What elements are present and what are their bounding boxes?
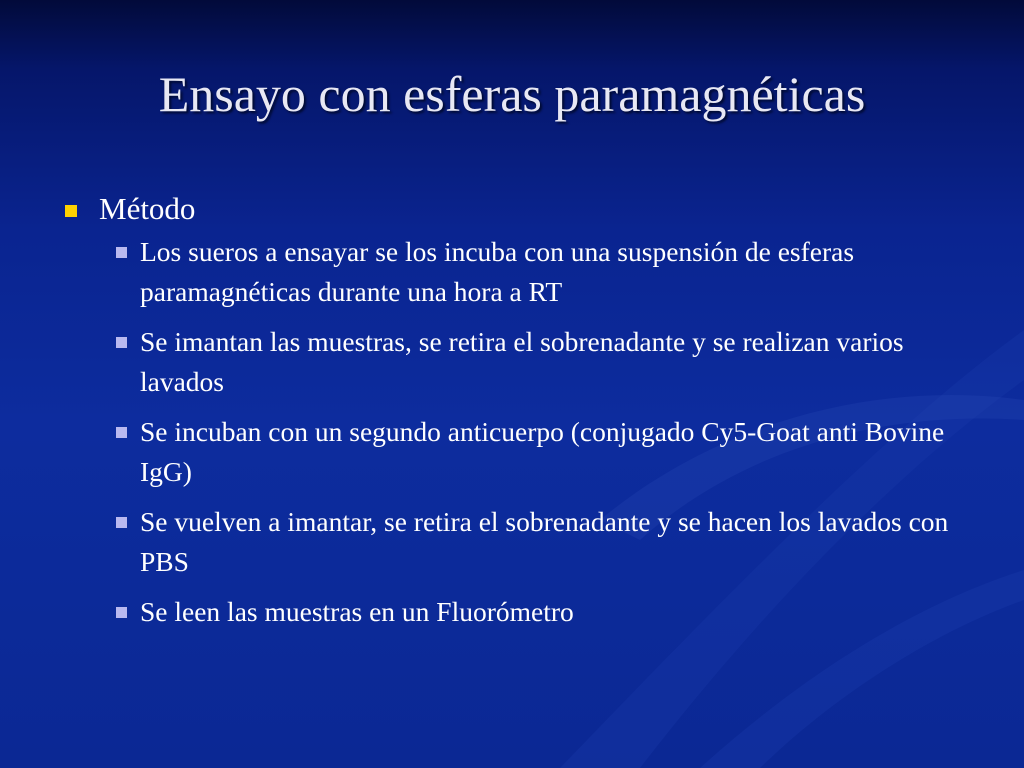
method-steps-list [116,232,980,632]
square-bullet-icon [116,247,127,258]
square-bullet-icon [65,205,77,217]
list-item-text: Se imantan las muestras, se retira el sobrenadante y se realizan varios lavados [140,326,904,397]
square-bullet-icon [116,517,127,528]
list-item-text: Se vuelven a imantar, se retira el sobrenadante y se hacen los lavados con PBS [140,506,949,577]
list-item [116,232,980,312]
list-item-text: Los sueros a ensayar se los incuba con una suspensión de esferas paramagnéticas durante una hora a RT [140,236,855,307]
list-item-text: Se incuban con un segundo anticuerpo (conjugado Cy5-Goat anti Bovine IgG) [140,416,945,487]
list-item [116,592,980,632]
section-item-metodo [60,188,980,230]
slide-content [60,188,980,642]
square-bullet-icon [116,427,127,438]
square-bullet-icon [116,607,127,618]
list-item-text: Se leen las muestras en un Fluorómetro [140,596,574,627]
list-item [116,502,980,582]
square-bullet-icon [116,337,127,348]
section-label: Método [99,191,196,226]
list-item [116,412,980,492]
slide-title: Ensayo con esferas paramagnéticas [158,66,866,122]
list-item [116,322,980,402]
